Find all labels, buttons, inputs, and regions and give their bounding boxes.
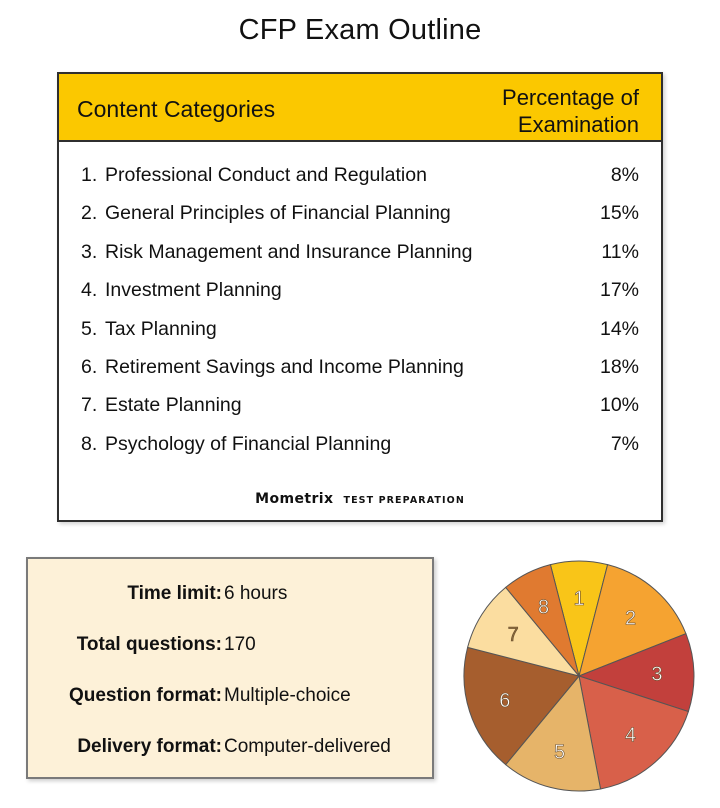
brand-tagline: TEST PREPARATION xyxy=(343,495,465,506)
pie-label-6: 6 xyxy=(499,690,511,713)
table-row xyxy=(59,160,661,198)
row-category: Psychology of Financial Planning xyxy=(105,432,392,455)
delivery-format-value: Computer-delivered xyxy=(224,736,391,757)
row-number: 3. xyxy=(81,240,98,263)
row-percentage: 15% xyxy=(599,202,639,225)
delivery-format-row xyxy=(28,736,432,766)
pie-label-2: 2 xyxy=(625,607,637,630)
table-header xyxy=(59,74,661,142)
table-row xyxy=(59,352,661,390)
table-row xyxy=(59,275,661,313)
row-percentage: 14% xyxy=(599,317,639,340)
total-questions-label: Total questions: xyxy=(76,634,222,655)
time-limit-value: 6 hours xyxy=(224,583,288,604)
question-format-row xyxy=(28,685,432,715)
pie-label-3: 3 xyxy=(651,663,663,686)
row-percentage: 17% xyxy=(599,279,639,302)
question-format-value: Multiple-choice xyxy=(224,685,351,706)
row-category: Professional Conduct and Regulation xyxy=(105,164,427,186)
page-title: CFP Exam Outline xyxy=(238,14,482,46)
row-percentage: 11% xyxy=(601,240,639,263)
header-percentage-line2: Examination xyxy=(517,112,639,137)
question-format-label: Question format: xyxy=(68,685,222,706)
row-percentage: 18% xyxy=(599,355,639,378)
row-percentage: 8% xyxy=(610,164,639,186)
row-category: Retirement Savings and Income Planning xyxy=(105,355,464,378)
table-row xyxy=(59,314,661,352)
pie-chart xyxy=(459,556,699,796)
total-questions-row xyxy=(28,634,432,664)
exam-details-box xyxy=(26,557,434,779)
table-row xyxy=(59,390,661,428)
row-category: Estate Planning xyxy=(105,394,242,417)
row-category: General Principles of Financial Planning xyxy=(105,202,451,225)
row-number: 6. xyxy=(81,355,98,378)
time-limit-row xyxy=(28,583,432,613)
row-number: 4. xyxy=(81,279,98,302)
total-questions-value: 170 xyxy=(224,634,256,655)
pie-label-8: 8 xyxy=(538,596,550,619)
pie-label-5: 5 xyxy=(554,741,566,764)
delivery-format-label: Delivery format: xyxy=(77,736,222,757)
row-number: 8. xyxy=(81,432,98,455)
header-content-categories: Content Categories xyxy=(77,96,276,122)
pie-chart-svg xyxy=(459,556,699,796)
exam-outline-table xyxy=(57,72,663,522)
table-row xyxy=(59,237,661,275)
row-percentage: 7% xyxy=(610,432,639,455)
table-row xyxy=(59,429,661,467)
row-category: Investment Planning xyxy=(105,279,282,302)
header-percentage-line1: Percentage of xyxy=(502,85,639,110)
category-list xyxy=(59,160,661,467)
row-category: Risk Management and Insurance Planning xyxy=(105,240,473,263)
row-number: 1. xyxy=(81,164,98,186)
pie-label-4: 4 xyxy=(625,724,637,747)
table-row xyxy=(59,198,661,236)
row-number: 5. xyxy=(81,317,98,340)
brand-name: Mometrix xyxy=(255,491,334,507)
row-category: Tax Planning xyxy=(105,317,217,340)
row-number: 7. xyxy=(81,394,98,417)
brand-logo xyxy=(59,488,661,507)
header-percentage xyxy=(449,84,639,138)
row-percentage: 10% xyxy=(599,394,639,417)
pie-label-7: 7 xyxy=(507,624,519,647)
row-number: 2. xyxy=(81,202,98,225)
time-limit-label: Time limit: xyxy=(127,583,222,604)
pie-label-1: 1 xyxy=(573,588,585,610)
